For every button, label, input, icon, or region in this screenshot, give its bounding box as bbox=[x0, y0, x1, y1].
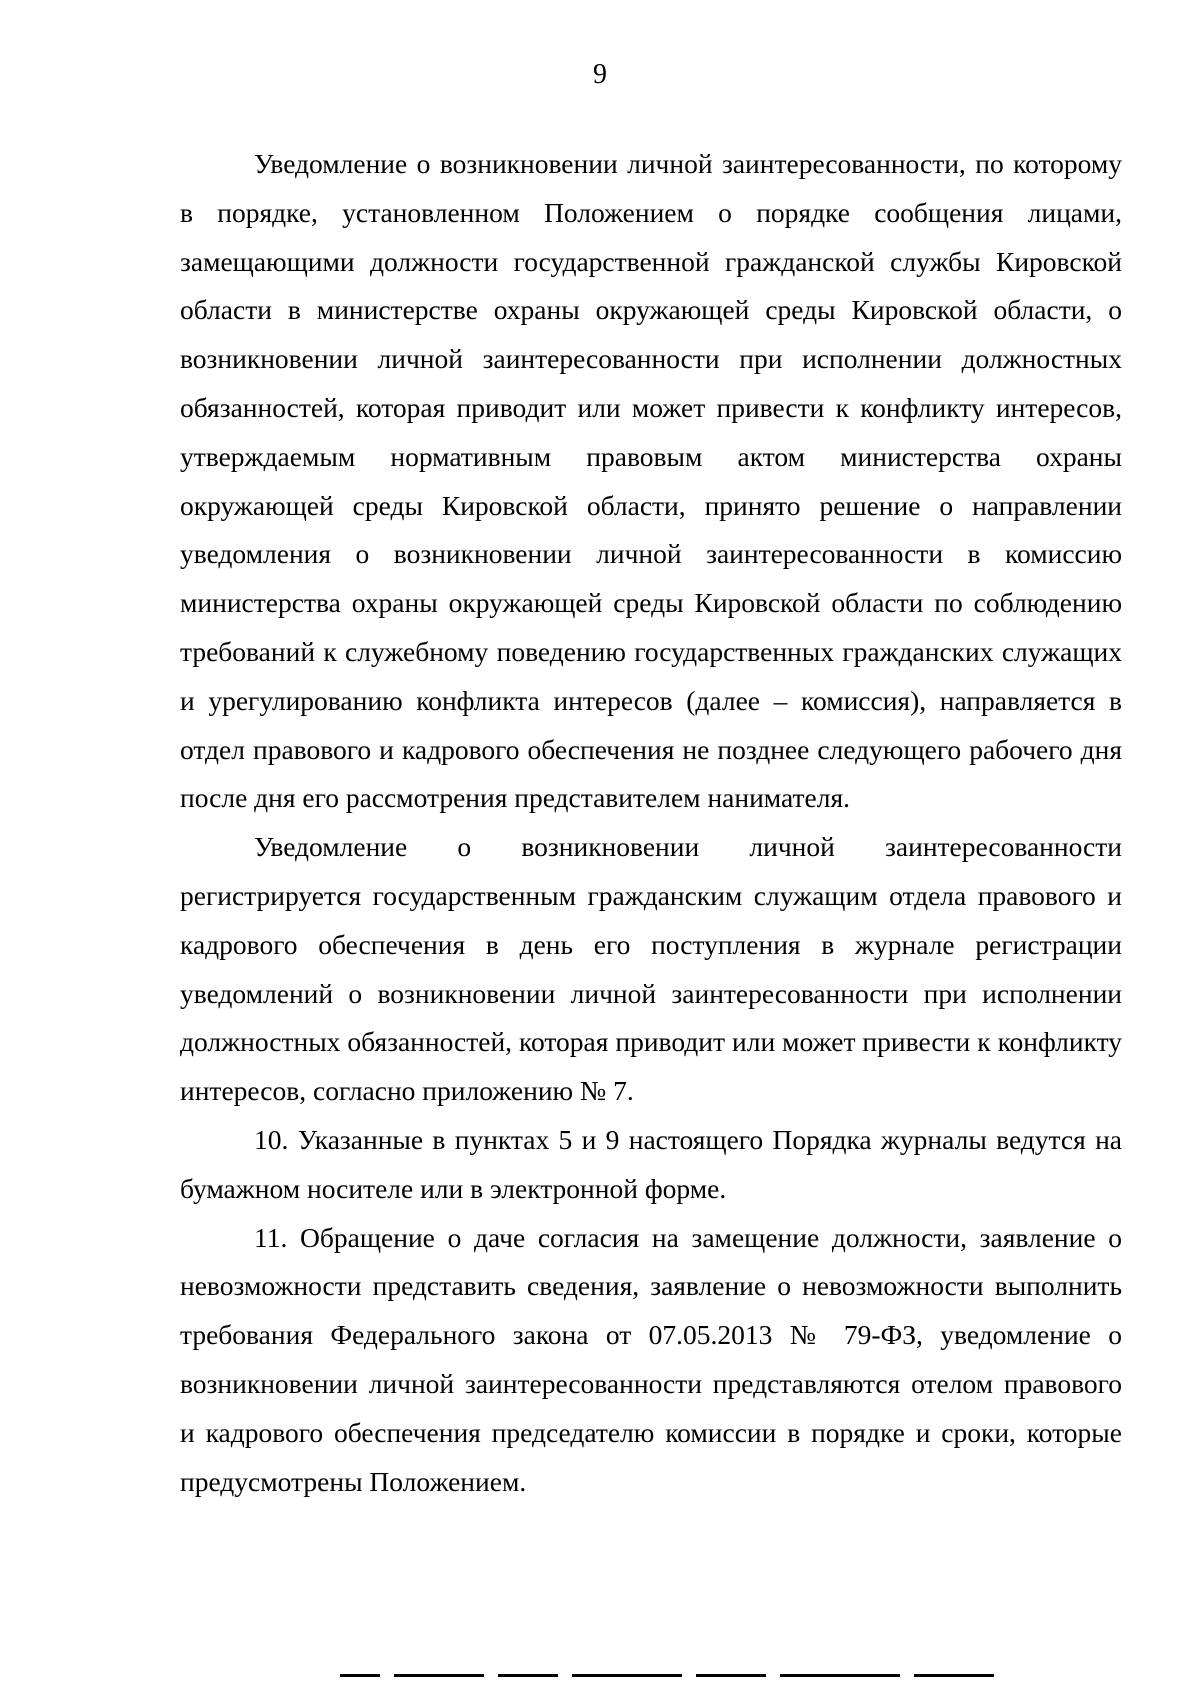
paragraph-notification-routing: Уведомление о возникновении личной заинтересованности, по которому в порядке, установленном Положением о порядке сообщения лицами, замещающими должности государственной гражданской службы Кировской области в министерстве охраны окружающей среды Кировской области, о возникновении личной заинтересованности при исполнении должностных обязанностей, которая приводит или может привести к конфликту интересов, утверждаемым нормативным правовым актом министерства охраны окружающей среды Кировской области, принято решение о направлении уведомления о возникновении личной заинтересованности в комиссию министерства охраны окружающей среды Кировской области по соблюдению требований к служебному поведению государственных гражданских служащих и урегулированию конфликта интересов (далее – комиссия), направляется в отдел правового и кадрового обеспечения не позднее следующего рабочего дня после дня его рассмотрения представителем нанимателя. bbox=[180, 148, 1122, 814]
paragraph-notification-registration: Уведомление о возникновении личной заинтересованности регистрируется государственным гражданским служащим отдела правового и кадрового обеспечения в день его поступления в журнале регистрации уведомлений о возникновении личной заинтересованности при исполнении должностных обязанностей, которая приводит или может привести к конфликту интересов, согласно приложению № 7. bbox=[180, 831, 1122, 1107]
paragraph-item-10: 10. Указанные в пунктах 5 и 9 настоящего Порядка журналы ведутся на бумажном носителе или в электронной форме. bbox=[180, 1123, 1122, 1204]
page-number: 9 bbox=[593, 59, 607, 90]
document-body bbox=[180, 140, 1122, 1506]
paragraph-item-11: 11. Обращение о даче согласия на замещение должности, заявление о невозможности представить сведения, заявление о невозможности выполнить требования Федерального закона от 07.05.2013 № 79-ФЗ, уведомление о возникновении личной заинтересованности представляются отелом правового и кадрового обеспечения председателю комиссии в порядке и сроки, которые предусмотрены Положением. bbox=[180, 1221, 1122, 1497]
cut-off-next-line bbox=[340, 1674, 1060, 1690]
